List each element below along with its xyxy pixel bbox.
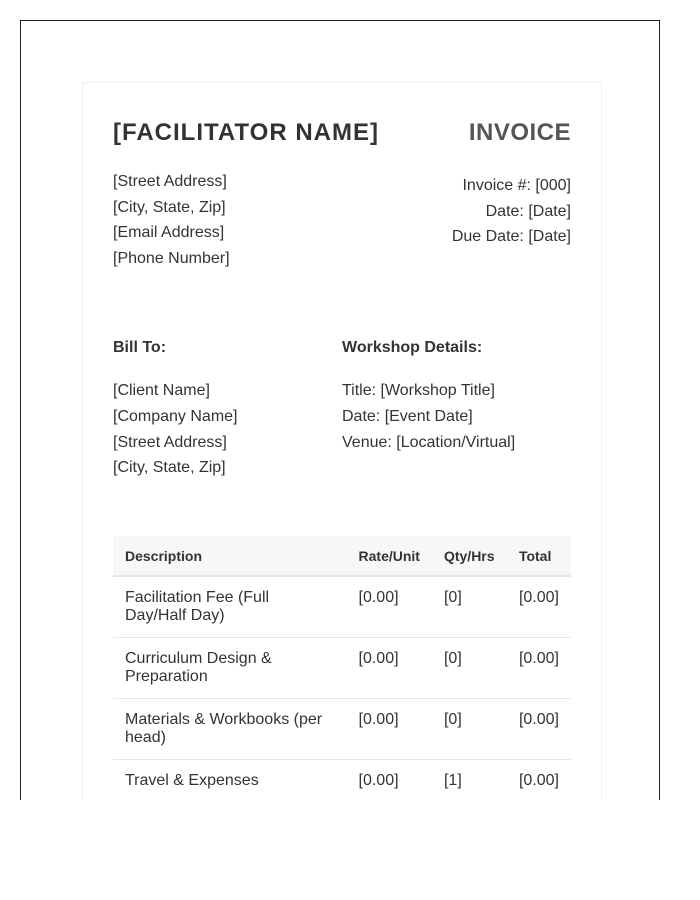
table-row [113, 576, 571, 638]
item-qty: [1] [432, 760, 507, 801]
facilitator-email: [Email Address] [113, 224, 225, 241]
bill-to-block [113, 378, 238, 481]
workshop-venue: Venue: [Location/Virtual] [342, 433, 516, 451]
item-rate: [0.00] [347, 760, 432, 801]
item-description: Curriculum Design & Preparation [113, 638, 347, 699]
workshop-details-block [342, 378, 515, 455]
workshop-details-heading: Workshop Details: [342, 339, 483, 356]
table-header-row [113, 536, 571, 576]
client-street: [Street Address] [113, 433, 227, 451]
workshop-date: Date: [Event Date] [342, 407, 473, 425]
invoice-title: INVOICE [468, 119, 571, 146]
facilitator-address [113, 169, 230, 271]
client-name: [Client Name] [113, 382, 210, 399]
column-header-rate: Rate/Unit [347, 536, 432, 576]
invoice-number: Invoice #: [000] [462, 177, 571, 194]
table-row [113, 638, 571, 699]
item-total: [0.00] [507, 699, 571, 760]
item-rate: [0.00] [347, 576, 432, 638]
item-total: [0.00] [507, 760, 571, 801]
item-rate: [0.00] [347, 638, 432, 699]
invoice-sheet [82, 82, 602, 800]
item-total: [0.00] [507, 638, 571, 699]
invoice-meta [452, 173, 571, 250]
facilitator-city: [City, State, Zip] [113, 198, 226, 216]
facilitator-street: [Street Address] [113, 173, 227, 190]
item-qty: [0] [432, 638, 507, 699]
table-row [113, 760, 571, 801]
item-description: Materials & Workbooks (per head) [113, 699, 347, 760]
bill-to-heading: Bill To: [113, 339, 167, 356]
document-frame [20, 20, 660, 800]
column-header-qty: Qty/Hrs [432, 536, 507, 576]
table-row [113, 699, 571, 760]
line-items-table [113, 536, 571, 800]
item-description: Facilitation Fee (Full Day/Half Day) [113, 576, 347, 638]
item-total: [0.00] [507, 576, 571, 638]
item-description: Travel & Expenses [113, 760, 347, 801]
workshop-title: Title: [Workshop Title] [342, 382, 495, 399]
invoice-date: Date: [Date] [485, 202, 571, 220]
invoice-due-date: Due Date: [Date] [451, 228, 571, 245]
company-name: [Company Name] [113, 407, 238, 425]
item-qty: [0] [432, 576, 507, 638]
facilitator-phone: [Phone Number] [113, 249, 230, 267]
column-header-total: Total [507, 536, 571, 576]
column-header-description: Description [113, 536, 347, 576]
facilitator-name: [FACILITATOR NAME] [113, 119, 379, 146]
item-rate: [0.00] [347, 699, 432, 760]
item-qty: [0] [432, 699, 507, 760]
client-city: [City, State, Zip] [113, 459, 226, 477]
